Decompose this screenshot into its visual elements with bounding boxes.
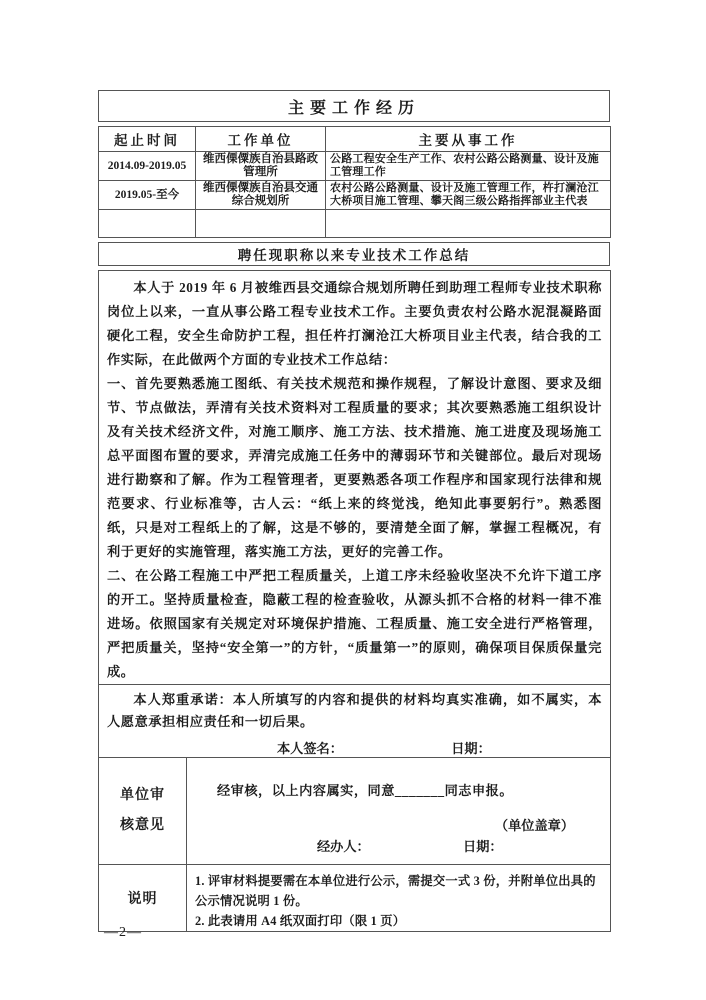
note-item: 1. 评审材料提要需在本单位进行公示，需提交一式 3 份，并附单位出具的公示情况说明 1 份。 [195, 874, 596, 908]
unit-cell: 维西傈僳族自治县交通综合规划所 [196, 181, 326, 210]
period-cell: 2014.09-2019.05 [99, 152, 196, 181]
period-cell: 2019.05-至今 [99, 181, 196, 210]
handler-label: 经办人： [317, 839, 370, 854]
review-content [187, 758, 611, 865]
commitment-content [99, 685, 611, 758]
col-header-duties: 主要从事工作 [326, 127, 611, 152]
review-approve-text: 经审核，以上内容属实，同意_______同志申报。 [217, 783, 514, 798]
unit-cell: 维西傈僳族自治县路政管理所 [196, 152, 326, 181]
duties-cell: 农村公路公路测量、设计及施工管理工作，杵打澜沧江大桥项目施工管理、攀天阁三级公路指挥部业主代表 [326, 181, 611, 210]
work-history-title [98, 90, 610, 122]
date-label: 日期： [463, 839, 503, 854]
col-header-unit: 工作单位 [196, 127, 326, 152]
table-row [99, 152, 611, 181]
table-row-empty [99, 210, 611, 238]
duties-cell: 公路工程安全生产工作、农村公路公路测量、设计及施工管理工作 [326, 152, 611, 181]
summary-paragraph: 一、首先要熟悉施工图纸、有关技术规范和操作规程，了解设计意图、要求及细节、节点做法，弄清有关技术资料对工程质量的要求；其次要熟悉施工组织设计及有关技术经济文件，对施工顺序、施工方法、技术措施、施工进度及现场施工总平面图布置的要求，弄清完成施工任务中的薄弱环节和关键部位。最后对现场进行勘察和了解。作为工程管理者，更要熟悉各项工作程序和国家现行法律和规范要求、行业标准等，古人云：“纸上来的终觉浅，绝知此事要躬行”。熟悉图纸，只是对工程纸上的了解，这是不够的，要清楚全面了解，掌握工程概况，有利于更好的实施管理，落实施工方法，更好的完善工作。 [107, 376, 603, 559]
summary-row [99, 271, 611, 685]
signature-label: 本人签名： [277, 741, 343, 756]
notes-content [187, 865, 611, 932]
signature-line [107, 738, 602, 757]
commitment-text: 本人郑重承诺：本人所填写的内容和提供的材料均真实准确，如不属实，本人愿意承担相应责任和一切后果。 [107, 692, 603, 729]
period-cell-empty [99, 210, 196, 238]
notes-row [99, 865, 611, 932]
notes-label: 说明 [99, 865, 187, 932]
work-history-title-text: 主要工作经历 [287, 99, 420, 117]
work-history-table [98, 126, 611, 238]
review-label-line: 单位审 [120, 788, 165, 803]
unit-stamp-label: （单位盖章） [494, 818, 575, 833]
page-number: —2— [104, 925, 142, 940]
form-body [98, 90, 610, 932]
summary-section-title [98, 242, 610, 266]
summary-content [99, 271, 611, 685]
summary-review-table [98, 270, 611, 932]
review-row [99, 758, 611, 865]
review-label-line: 核意见 [120, 818, 165, 833]
date-label: 日期： [451, 741, 491, 756]
col-header-period: 起止时间 [99, 127, 196, 152]
commitment-row [99, 685, 611, 758]
work-history-header-row [99, 127, 611, 152]
review-label [99, 758, 187, 865]
summary-paragraph: 本人于 2019 年 6 月被维西县交通综合规划所聘任到助理工程师专业技术职称岗位上以来，一直从事公路工程专业技术工作。主要负责农村公路水泥混凝路面硬化工程，安全生命防护工程，担任杵打澜沧江大桥项目业主代表，结合我的工作实际，在此做两个方面的专业技术工作总结： [107, 280, 603, 367]
note-item: 2. 此表请用 A4 纸双面打印（限 1 页） [195, 914, 406, 928]
unit-cell-empty [196, 210, 326, 238]
duties-cell-empty [326, 210, 611, 238]
summary-title-text: 聘任现职称以来专业技术工作总结 [237, 248, 471, 263]
handler-line [187, 836, 610, 855]
table-row [99, 181, 611, 210]
summary-paragraph: 二、在公路工程施工中严把工程质量关，上道工序未经验收坚决不允许下道工序的开工。坚持质量检查，隐蔽工程的检查验收，从源头抓不合格的材料一律不准进场。依照国家有关规定对环境保护措施、工程质量、施工安全进行严格管理，严把质量关，坚持“安全第一”的方针，“质量第一”的原则，确保项目保质保量完成。 [107, 568, 603, 679]
